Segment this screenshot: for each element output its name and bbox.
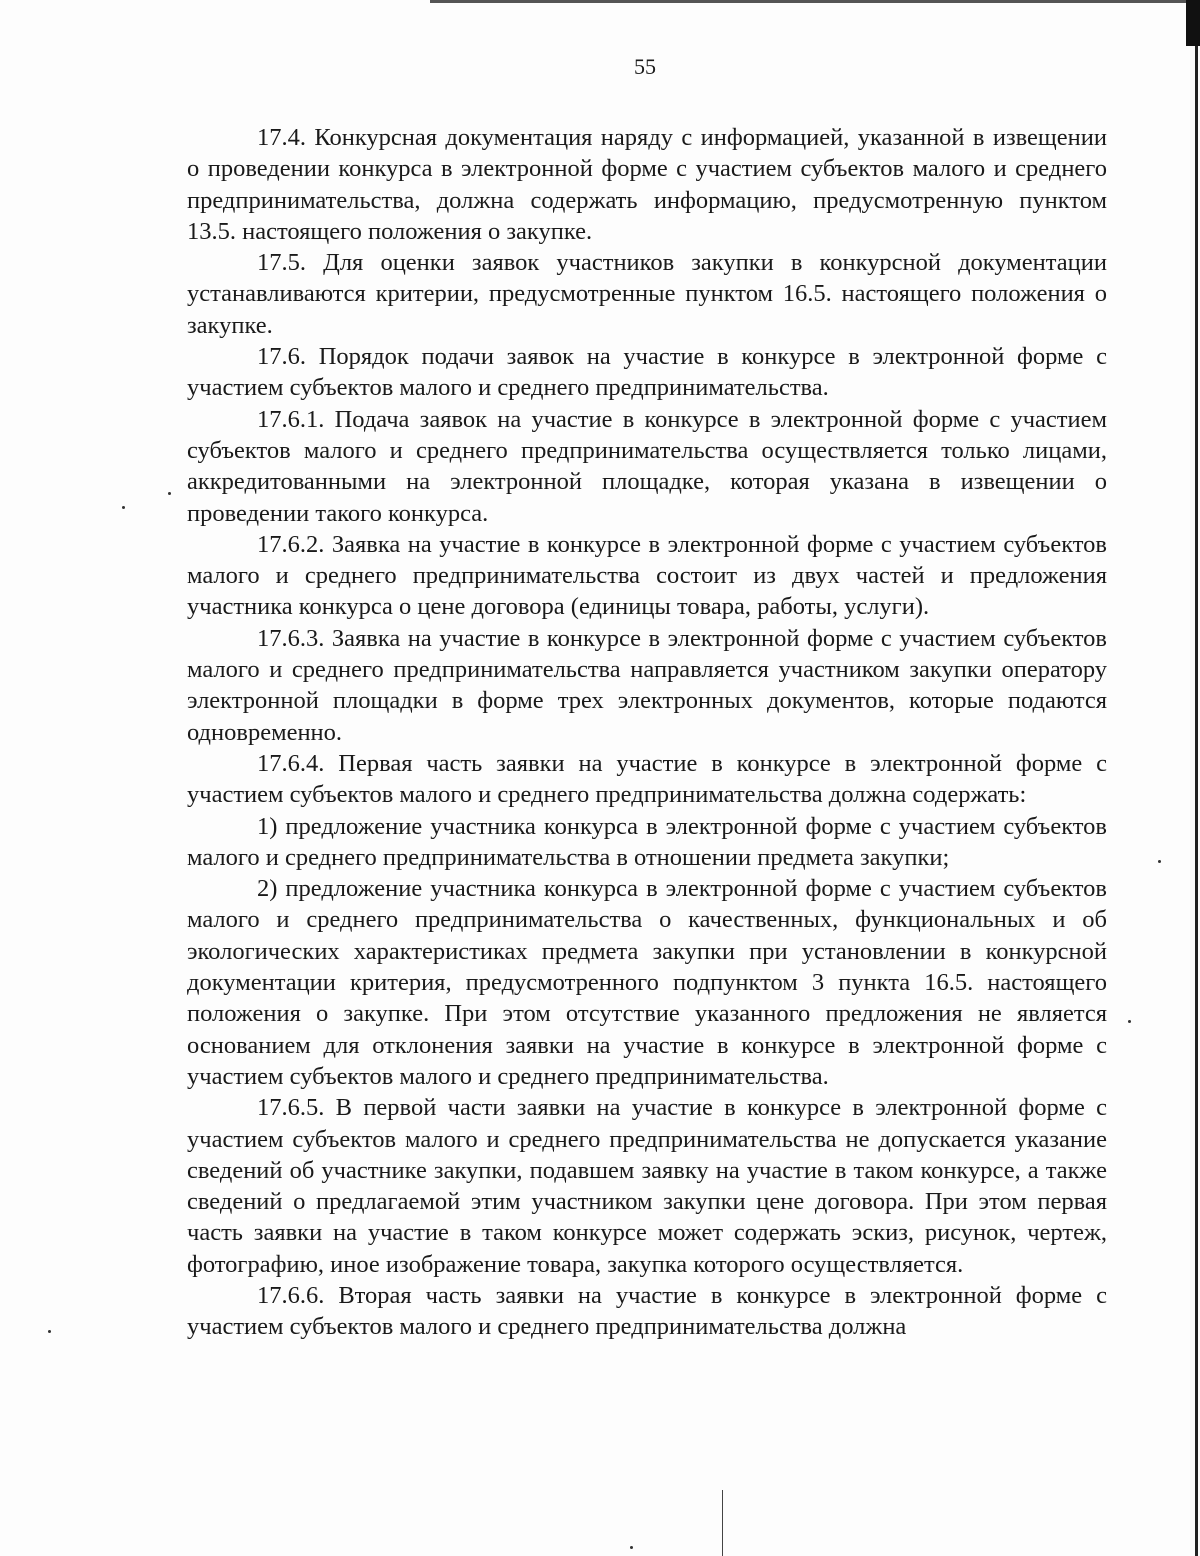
scan-right-edge: [1195, 0, 1198, 1556]
paragraph-17-6-3: 17.6.3. Заявка на участие в конкурсе в электронной форме с участием субъектов малого и среднего предпринимательства направляется участником закупки оператору электронной площадки в форме трех электронных документов, которые подаются одновременно.: [187, 624, 1107, 746]
paragraph-17-6-2: 17.6.2. Заявка на участие в конкурсе в электронной форме с участием субъектов малого и среднего предпринимательства состоит из двух частей и предложения участника конкурса о цене договора (единицы товара, работы, услуги).: [187, 530, 1107, 621]
paragraph-17-6-4: 17.6.4. Первая часть заявки на участие в конкурсе в электронной форме с участием субъектов малого и среднего предпринимательства должна содержать:: [187, 749, 1107, 809]
scan-speck: [122, 506, 125, 509]
document-body: [187, 122, 1107, 1343]
paragraph-17-5: 17.5. Для оценки заявок участников закупки в конкурсной документации устанавливаются критерии, предусмотренные пунктом 16.5. настоящего положения о закупке.: [187, 249, 1107, 339]
list-item-1: 1) предложение участника конкурса в электронной форме с участием субъектов малого и среднего предпринимательства в отношении предмета закупки;: [187, 812, 1107, 871]
scan-speck: [168, 492, 171, 495]
list-item-2: 2) предложение участника конкурса в электронной форме с участием субъектов малого и среднего предпринимательства о качественных, функциональных и об экологических характеристиках предмета закупки при установлении в конкурсной документации критерия, предусмотренного подпунктом 3 пункта 16.5. настоящего положения о закупке. При этом отсутствие указанного предложения не является основанием для отклонения заявки на участие в конкурсе в электронной форме с участием субъектов малого и среднего предпринимательства.: [187, 875, 1107, 1090]
scan-speck: [1128, 1020, 1131, 1023]
scan-speck: [630, 1546, 633, 1549]
paragraph-17-6-5: 17.6.5. В первой части заявки на участие в конкурсе в электронной форме с участием субъектов малого и среднего предпринимательства не допускается указание сведений об участнике закупки, подавшем заявку на участие в таком конкурсе, а также сведений о предлагаемой этим участником закупки цене договора. При этом первая часть заявки на участие в таком конкурсе может содержать эскиз, рисунок, чертеж, фотографию, иное изображение товара, закупка которого осуществляется.: [187, 1094, 1107, 1278]
scan-speck: [1158, 860, 1161, 863]
paragraph-17-4: 17.4. Конкурсная документация наряду с информацией, указанной в извещении о проведении конкурса в электронной форме с участием субъектов малого и среднего предпринимательства, должна содержать информацию, предусмотренную пунктом 13.5. настоящего положения о закупке.: [187, 124, 1107, 245]
scan-speck: [48, 1330, 51, 1333]
page-number: 55: [634, 54, 656, 79]
paragraph-17-6-1: 17.6.1. Подача заявок на участие в конкурсе в электронной форме с участием субъектов малого и среднего предпринимательства осуществляется только лицами, аккредитованными на электронной площадке, которая указана в извещении о проведении такого конкурса.: [187, 405, 1107, 527]
paragraph-17-6: 17.6. Порядок подачи заявок на участие в конкурсе в электронной форме с участием субъектов малого и среднего предпринимательства.: [187, 343, 1107, 402]
paragraph-17-6-6: 17.6.6. Вторая часть заявки на участие в конкурсе в электронной форме с участием субъектов малого и среднего предпринимательства должна: [187, 1281, 1107, 1341]
scan-corner-mark: [1186, 0, 1200, 46]
scan-top-edge: [430, 0, 1200, 3]
scan-fold-line: [722, 1490, 723, 1556]
